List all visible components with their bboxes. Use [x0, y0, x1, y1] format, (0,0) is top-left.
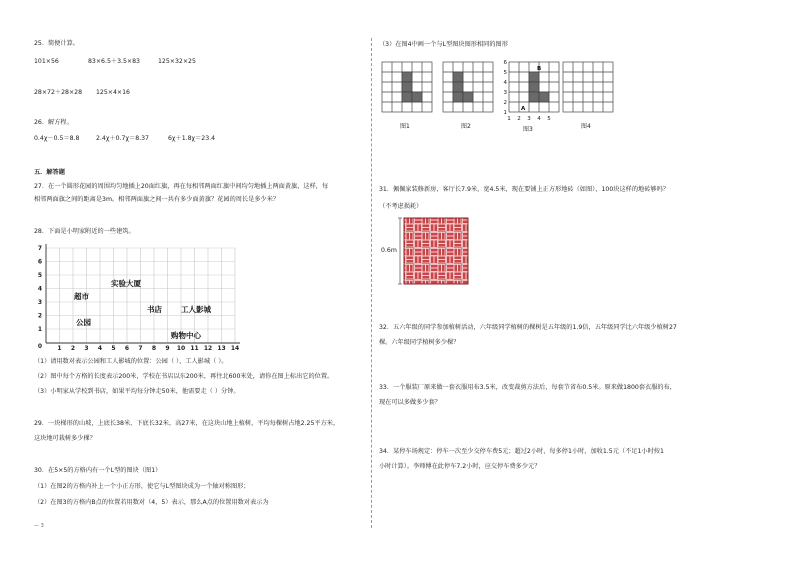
map-x-label: 9	[165, 345, 170, 352]
figure-1-caption: 图1	[400, 123, 410, 130]
q31-line-1: 31．佩佩家装修新房，客厅长7.9米，宽4.5米，现在要铺上正方形地砖（如图），100块这样的地砖够吗？	[379, 186, 669, 193]
q28-sub-3: （3）小明家从学校到书店，如果平均每分钟走50米，他需要走（ ）分钟。	[34, 388, 240, 395]
q25-item-4: 28×72＋28×28	[34, 89, 83, 96]
map-y-label: 0	[37, 343, 42, 350]
q25-title: 25．简便计算。	[34, 40, 79, 47]
fig3-x-label: 2	[517, 116, 521, 122]
place-supermarket: 超市	[74, 292, 89, 301]
figure-3-caption: 图3	[523, 126, 533, 133]
figure-4-grid	[562, 61, 618, 117]
map-x-label: 13	[217, 345, 226, 352]
q33-line-1: 33．一个服装厂原来做一套衣服用布3.5米，改变裁剪方法后，每套节省布0.5米。原来做1800套衣服的布，	[379, 384, 676, 391]
q25-item-2: 83×6.5＋3.5×83	[88, 58, 140, 65]
q30-sub-3: （3）在图4中画一个与L型图块图形相同的图形	[379, 41, 508, 48]
q34-line-2: 小时计算）。李师傅在此停车7.2小时，应交停车费多少元？	[379, 463, 541, 470]
map-x-label: 3	[84, 345, 89, 352]
page-number: — 3	[34, 523, 44, 529]
fig3-x-label: 1	[507, 116, 511, 122]
fig3-y-label: 4	[503, 80, 507, 86]
q28-sub-2: （2）图中每个方格的长度表示200米，学校在书店以东200米，再往北600米处，请你在图上标出它的位置。	[34, 373, 334, 380]
q26-title: 26．解方程。	[34, 119, 73, 126]
figure-2-grid	[442, 61, 498, 117]
map-y-label: 4	[37, 285, 42, 293]
map-y-label: 3	[37, 299, 42, 306]
fig3-y-label: 3	[503, 90, 507, 96]
map-x-label: 6	[124, 345, 130, 352]
map-y-label: 5	[37, 272, 42, 279]
map-x-label: 1	[57, 345, 62, 352]
figure-2-caption: 图2	[461, 123, 471, 130]
map-x-label: 4	[97, 345, 103, 352]
q30-sub-2: （2）在图3的方格内B点的位置若用数对（4，5）表示，那么A点的位置用数对表示为	[34, 499, 269, 506]
place-bookstore: 书店	[147, 305, 162, 314]
figure-4-caption: 图4	[581, 123, 591, 130]
map-x-label: 2	[70, 345, 76, 352]
q26-item-3: 6χ＋1.8χ＝23.4	[168, 135, 216, 142]
q26-item-1: 0.4χ－0.5＝8.8	[34, 135, 80, 142]
figure-3-grid	[501, 58, 561, 124]
place-mall: 购物中心	[171, 331, 201, 340]
fig3-y-label: 5	[503, 70, 507, 76]
fig3-x-label: 5	[547, 116, 551, 122]
q25-item-5: 125×4×16	[96, 89, 130, 96]
neighborhood-map	[34, 240, 250, 352]
fig3-x-label: 3	[527, 116, 531, 122]
map-x-label: 7	[138, 345, 143, 352]
q25-item-3: 125×32×25	[158, 58, 196, 65]
fig3-point-b: B	[537, 66, 542, 72]
fig3-y-label: 1	[503, 110, 507, 116]
map-y-label: 2	[37, 312, 42, 320]
q25-item-1: 101×56	[34, 58, 59, 65]
place-park: 公园	[76, 318, 91, 327]
map-x-label: 10	[176, 345, 186, 352]
q32-line-1: 32．五六年级的同学参加植树活动，六年级同学植树的棵树是五年级的1.9倍，五年级同学比六年级少植树27	[379, 324, 677, 331]
q28-sub-1: （1）请用数对表示公园和工人影城的位置：公园（ ），工人影城（ ）。	[34, 358, 228, 365]
map-x-label: 14	[230, 345, 240, 352]
map-y-label: 6	[37, 258, 42, 266]
square-floor-tile	[398, 216, 470, 288]
tile-size-label: 0.6m	[381, 247, 397, 254]
fig3-point-a: A	[521, 106, 526, 112]
fig3-x-label: 4	[537, 116, 541, 122]
q30-title: 30．在5×5的方格内有一个L型的图块（图1）	[34, 467, 162, 474]
map-x-label: 8	[151, 345, 157, 352]
q29-line-1: 29．一块梯形的山坡，上底长38米，下底长32米，高27米，在这块山地上植树，平均每棵树占地2.25平方米，	[34, 420, 340, 427]
q27-line-1: 27．在一个圆形花园的周围均匀地插上20面红旗，再在每相邻两面红旗中间均匀地插上两面黄旗，这样，每	[34, 183, 329, 190]
map-x-label: 11	[190, 345, 199, 352]
place-cinema: 工人影城	[181, 305, 211, 314]
q32-line-2: 棵。六年级同学植树多少棵？	[379, 339, 460, 346]
map-y-label: 7	[37, 245, 42, 252]
q30-sub-1: （1）在图2的方格内补上一个小正方形，使它与L型图块成为一个轴对称图形；	[34, 483, 250, 490]
place-building: 实验大厦	[111, 279, 141, 288]
column-divider	[371, 38, 372, 528]
fig3-y-label: 2	[503, 100, 507, 106]
q29-line-2: 这块地可栽树多少棵？	[34, 435, 96, 442]
q27-line-2: 相邻两面旗之间的距离是3m。相邻两面旗之间一共有多少面黄旗？花园的周长是多少米？	[34, 196, 280, 203]
q26-item-2: 2.4χ＋0.7χ＝8.37	[96, 135, 149, 142]
q33-line-2: 现在可以多做多少套？	[379, 399, 441, 406]
map-y-label: 1	[37, 326, 42, 333]
q28-title: 28．下面是小明家附近的一些建筑。	[34, 228, 135, 235]
figure-1-grid	[381, 61, 437, 117]
q31-line-2: （不考虑损耗）	[379, 203, 423, 210]
map-x-label: 12	[203, 345, 213, 352]
q34-line-1: 34．某停车场规定：停车一次至少交停车费5元；超过2小时，每多停1小时，加收1.5元（不足1小时按1	[379, 448, 664, 455]
fig3-y-label: 6	[503, 60, 507, 66]
map-x-label: 5	[111, 345, 116, 352]
section-5-heading: 五．解答题	[34, 169, 65, 176]
